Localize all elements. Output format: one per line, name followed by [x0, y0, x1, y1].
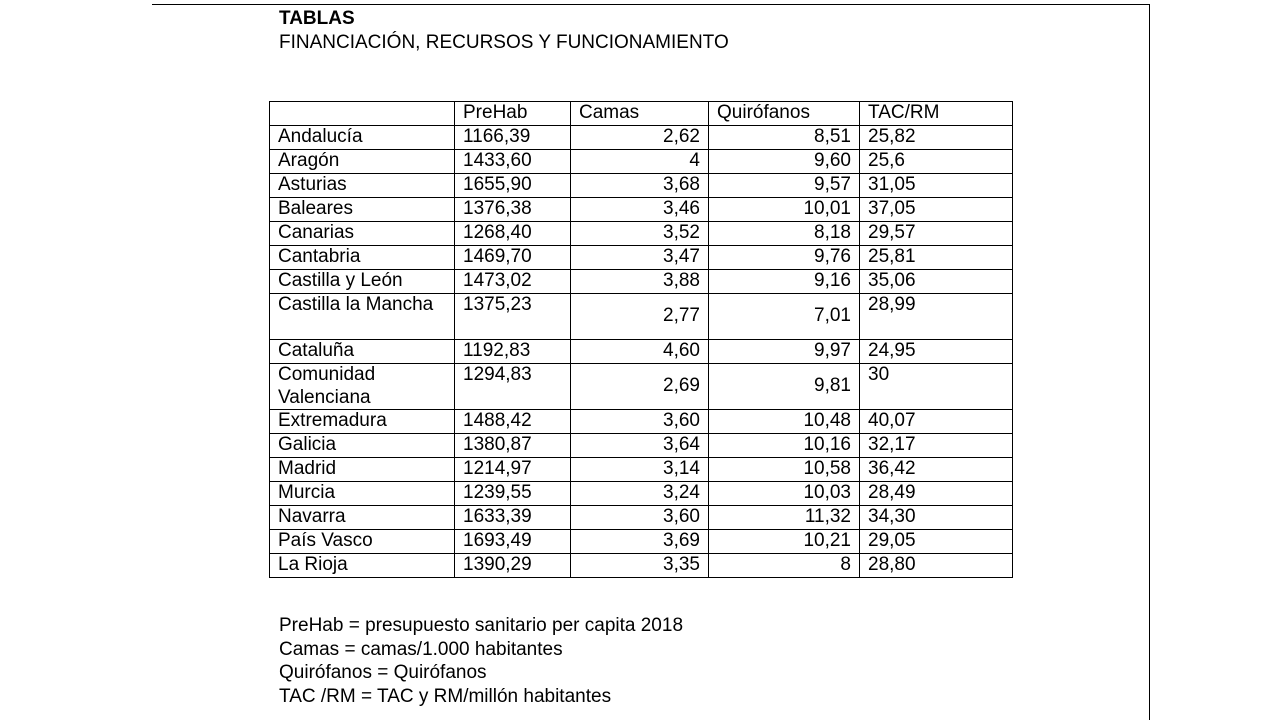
table-row [270, 150, 1013, 174]
table-row [270, 198, 1013, 222]
quirofanos-cell: 10,58 [709, 458, 860, 482]
data-table [269, 101, 1013, 578]
legend-line-camas: Camas = camas/1.000 habitantes [279, 638, 563, 660]
camas-cell: 2,77 [571, 294, 709, 340]
table-row [270, 174, 1013, 198]
tac-rm-cell: 28,49 [860, 482, 1013, 506]
region-cell: Asturias [270, 174, 455, 198]
region-cell: Cataluña [270, 340, 455, 364]
camas-cell: 3,68 [571, 174, 709, 198]
quirofanos-cell: 9,97 [709, 340, 860, 364]
quirofanos-cell: 9,16 [709, 270, 860, 294]
camas-cell: 4 [571, 150, 709, 174]
region-cell: Comunidad Valenciana [270, 364, 455, 410]
quirofanos-cell: 10,21 [709, 530, 860, 554]
quirofanos-cell: 9,76 [709, 246, 860, 270]
prehab-cell: 1633,39 [455, 506, 571, 530]
tac-rm-cell: 29,05 [860, 530, 1013, 554]
tac-rm-cell: 28,99 [860, 294, 1013, 340]
table-row [270, 554, 1013, 578]
prehab-cell: 1469,70 [455, 246, 571, 270]
table-row [270, 506, 1013, 530]
region-cell: Canarias [270, 222, 455, 246]
region-cell: Navarra [270, 506, 455, 530]
tac-rm-cell: 30 [860, 364, 1013, 410]
prehab-cell: 1473,02 [455, 270, 571, 294]
tac-rm-cell: 35,06 [860, 270, 1013, 294]
prehab-cell: 1268,40 [455, 222, 571, 246]
region-cell: Murcia [270, 482, 455, 506]
quirofanos-cell: 11,32 [709, 506, 860, 530]
table-row [270, 294, 1013, 340]
camas-cell: 3,60 [571, 410, 709, 434]
camas-cell: 4,60 [571, 340, 709, 364]
table-row [270, 126, 1013, 150]
camas-cell: 3,60 [571, 506, 709, 530]
table-row [270, 340, 1013, 364]
quirofanos-cell: 10,48 [709, 410, 860, 434]
region-cell: Galicia [270, 434, 455, 458]
table-row [270, 482, 1013, 506]
tac-rm-cell: 24,95 [860, 340, 1013, 364]
page-top-border [152, 4, 1150, 5]
page-right-border [1149, 4, 1150, 720]
table-row [270, 458, 1013, 482]
prehab-cell: 1693,49 [455, 530, 571, 554]
tac-rm-cell: 40,07 [860, 410, 1013, 434]
camas-cell: 2,69 [571, 364, 709, 410]
region-cell: Baleares [270, 198, 455, 222]
header-cell-quirofanos: Quirófanos [709, 102, 860, 126]
region-cell: Aragón [270, 150, 455, 174]
camas-cell: 2,62 [571, 126, 709, 150]
quirofanos-cell: 8,18 [709, 222, 860, 246]
region-cell: Castilla y León [270, 270, 455, 294]
quirofanos-cell: 9,60 [709, 150, 860, 174]
prehab-cell: 1166,39 [455, 126, 571, 150]
region-cell: Extremadura [270, 410, 455, 434]
quirofanos-cell: 9,81 [709, 364, 860, 410]
table-row [270, 270, 1013, 294]
prehab-cell: 1380,87 [455, 434, 571, 458]
table-row [270, 364, 1013, 410]
tac-rm-cell: 37,05 [860, 198, 1013, 222]
table-row [270, 246, 1013, 270]
table-row [270, 410, 1013, 434]
region-cell: Cantabria [270, 246, 455, 270]
camas-cell: 3,88 [571, 270, 709, 294]
quirofanos-cell: 10,01 [709, 198, 860, 222]
tac-rm-cell: 32,17 [860, 434, 1013, 458]
camas-cell: 3,69 [571, 530, 709, 554]
header-cell-region [270, 102, 455, 126]
table-row [270, 434, 1013, 458]
quirofanos-cell: 9,57 [709, 174, 860, 198]
camas-cell: 3,52 [571, 222, 709, 246]
table-header-row [270, 102, 1013, 126]
camas-cell: 3,14 [571, 458, 709, 482]
region-cell: País Vasco [270, 530, 455, 554]
tac-rm-cell: 34,30 [860, 506, 1013, 530]
prehab-cell: 1655,90 [455, 174, 571, 198]
legend-line-prehab: PreHab = presupuesto sanitario per capita 2018 [279, 615, 684, 636]
prehab-cell: 1375,23 [455, 294, 571, 340]
prehab-cell: 1488,42 [455, 410, 571, 434]
quirofanos-cell: 10,16 [709, 434, 860, 458]
camas-cell: 3,64 [571, 434, 709, 458]
tac-rm-cell: 25,81 [860, 246, 1013, 270]
prehab-cell: 1376,38 [455, 198, 571, 222]
quirofanos-cell: 10,03 [709, 482, 860, 506]
header-cell-camas: Camas [571, 102, 709, 126]
prehab-cell: 1294,83 [455, 364, 571, 410]
prehab-cell: 1214,97 [455, 458, 571, 482]
legend-notes [279, 614, 683, 708]
table-row [270, 222, 1013, 246]
prehab-cell: 1192,83 [455, 340, 571, 364]
prehab-cell: 1239,55 [455, 482, 571, 506]
prehab-cell: 1390,29 [455, 554, 571, 578]
region-cell: La Rioja [270, 554, 455, 578]
document-subtitle: FINANCIACIÓN, RECURSOS Y FUNCIONAMIENTO [279, 32, 729, 53]
tac-rm-cell: 25,82 [860, 126, 1013, 150]
camas-cell: 3,24 [571, 482, 709, 506]
region-cell: Castilla la Mancha [270, 294, 455, 340]
document-title: TABLAS [279, 8, 355, 29]
legend-line-quirofanos: Quirófanos = Quirófanos [279, 662, 487, 683]
header-cell-prehab: PreHab [455, 102, 571, 126]
camas-cell: 3,35 [571, 554, 709, 578]
region-cell: Andalucía [270, 126, 455, 150]
camas-cell: 3,47 [571, 246, 709, 270]
table-row [270, 530, 1013, 554]
quirofanos-cell: 7,01 [709, 294, 860, 340]
legend-line-tac-rm: TAC /RM = TAC y RM/millón habitantes [279, 685, 612, 707]
tac-rm-cell: 25,6 [860, 150, 1013, 174]
quirofanos-cell: 8 [709, 554, 860, 578]
region-cell: Madrid [270, 458, 455, 482]
tac-rm-cell: 28,80 [860, 554, 1013, 578]
prehab-cell: 1433,60 [455, 150, 571, 174]
tac-rm-cell: 31,05 [860, 174, 1013, 198]
header-cell-tac-rm: TAC/RM [860, 102, 1013, 126]
tac-rm-cell: 29,57 [860, 222, 1013, 246]
tac-rm-cell: 36,42 [860, 458, 1013, 482]
camas-cell: 3,46 [571, 198, 709, 222]
quirofanos-cell: 8,51 [709, 126, 860, 150]
